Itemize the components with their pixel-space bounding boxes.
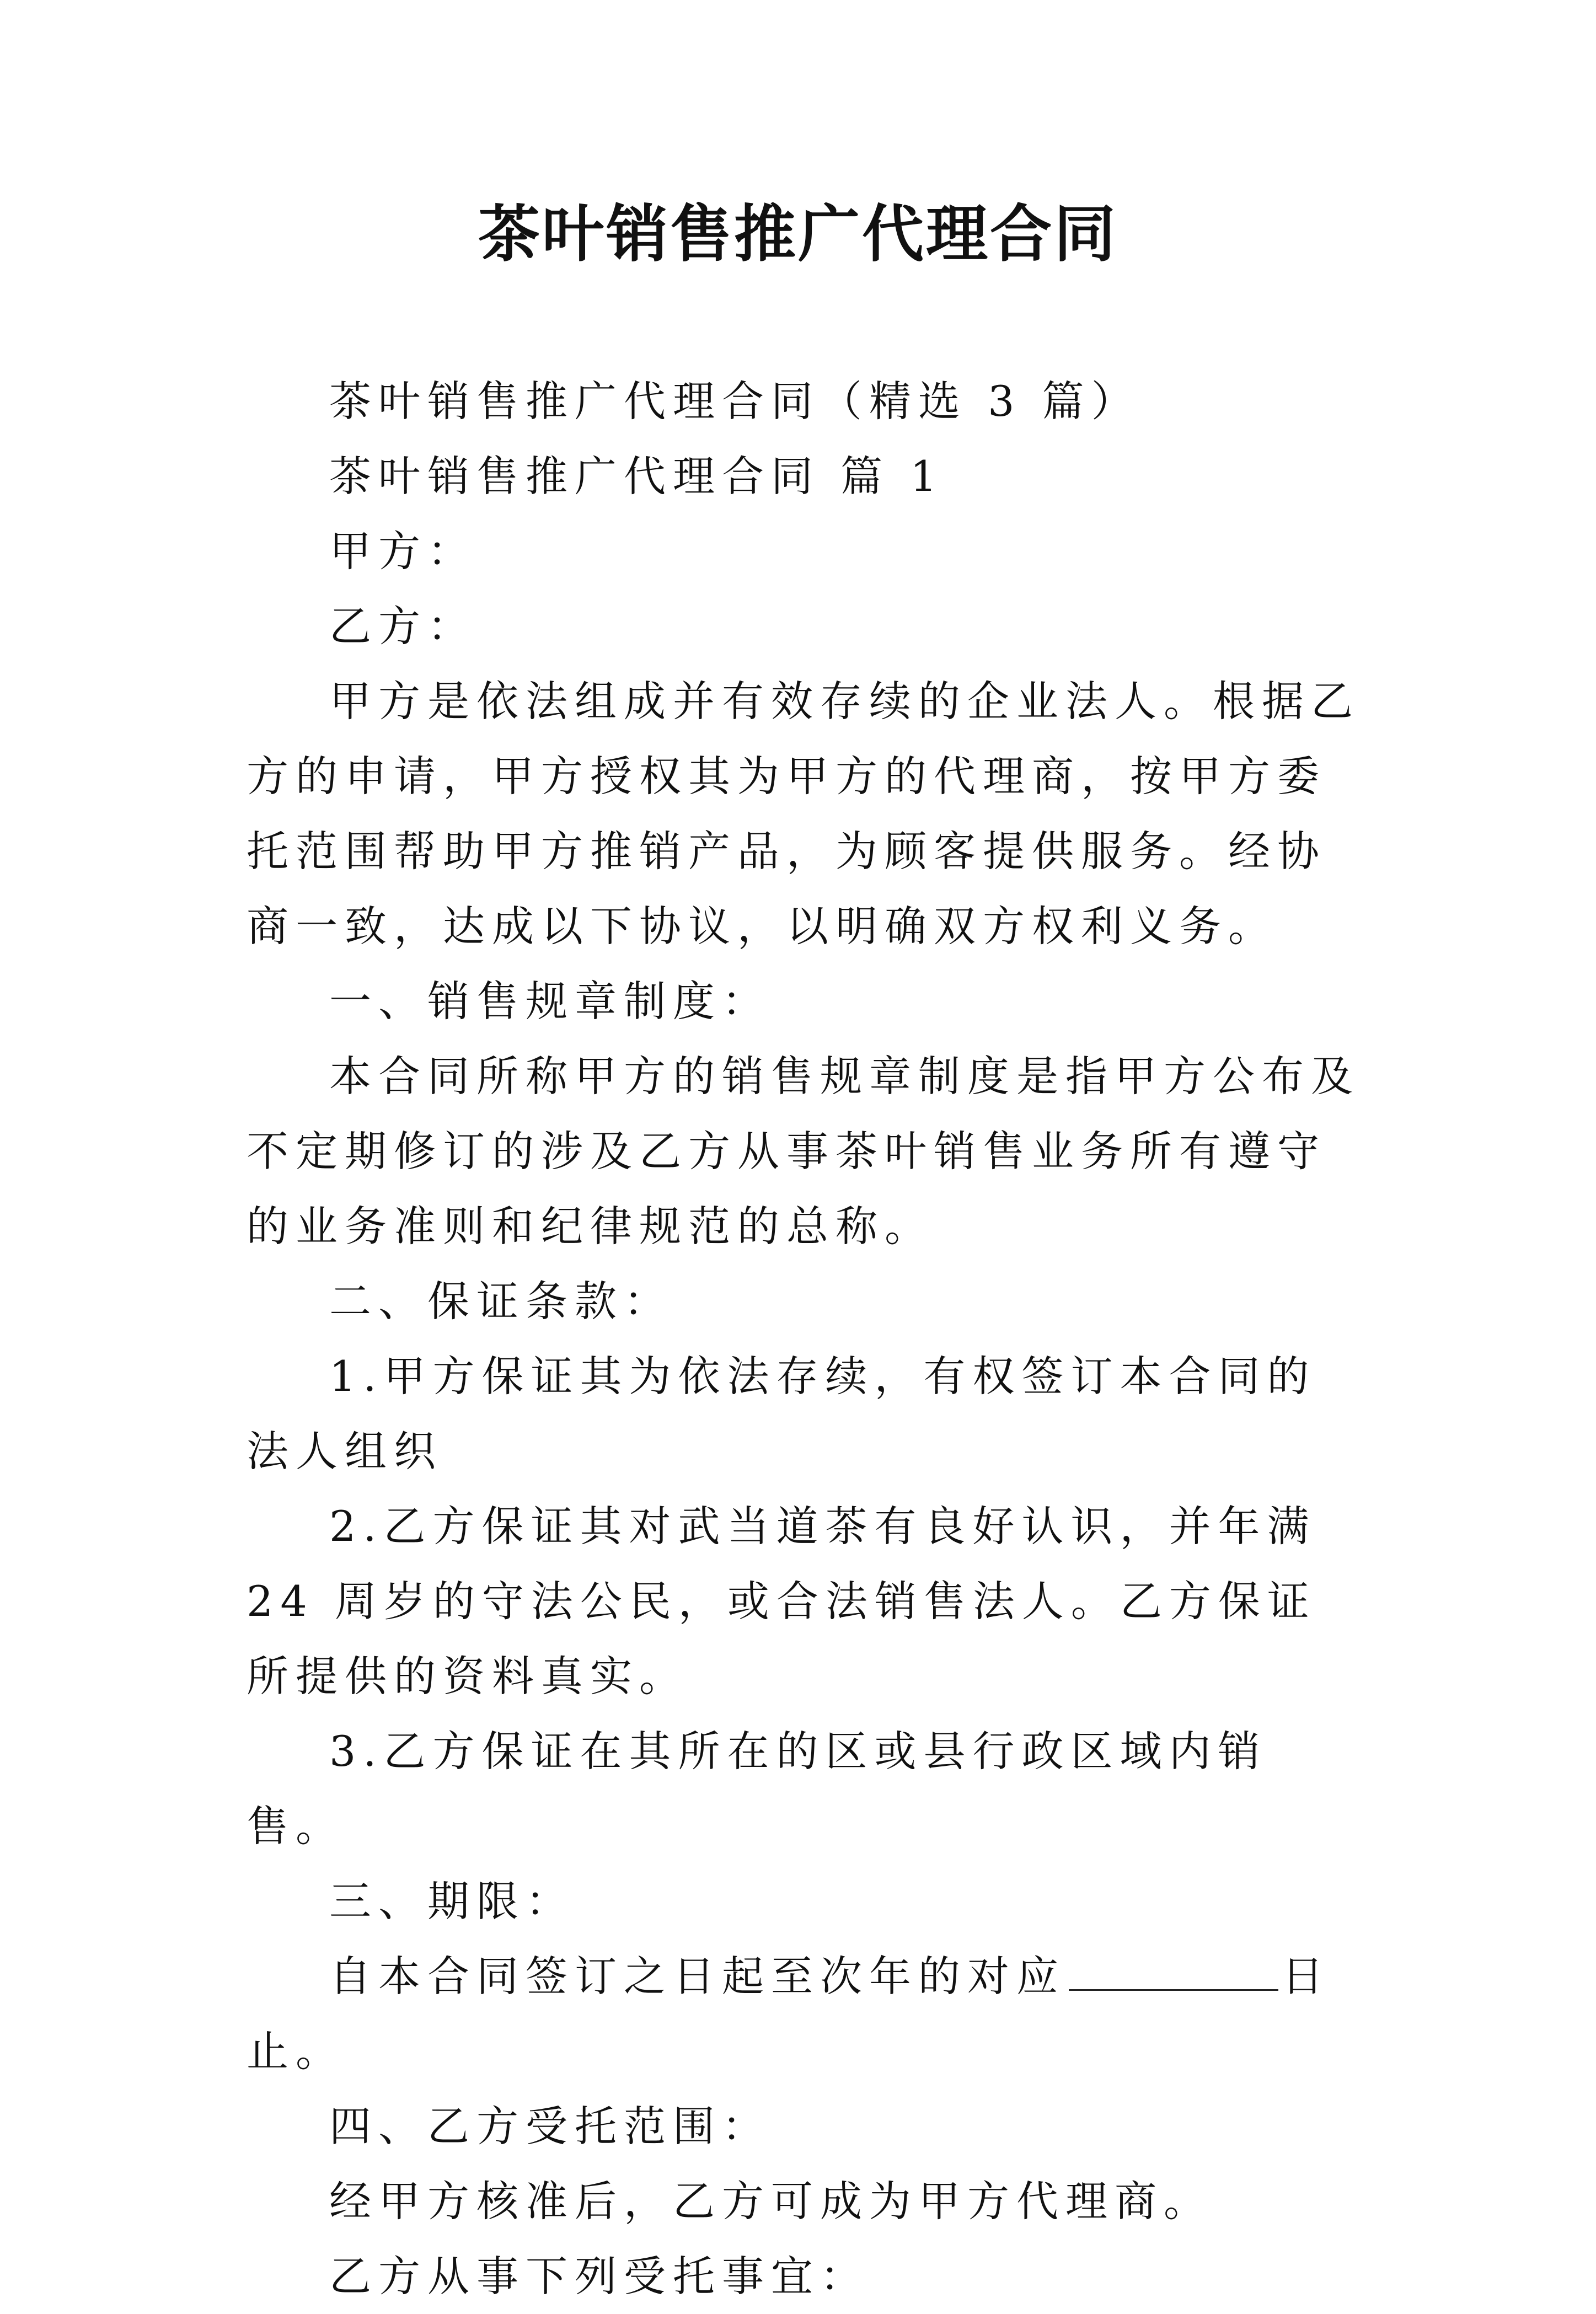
paragraph-section-heading: 茶叶销售推广代理合同 篇 1: [329, 452, 944, 501]
paragraph-party-a: 甲方：: [329, 527, 476, 576]
document-body: [247, 364, 1361, 2314]
document-title: 茶叶销售推广代理合同: [478, 199, 1118, 270]
paragraph-subtitle: 茶叶销售推广代理合同（精选 3 篇）: [329, 377, 1140, 426]
clause-2-item-1: 1.甲方保证其为依法存续，有权签订本合同的法人组织: [247, 1352, 1316, 1476]
clause-3-text-before: 自本合同签订之日起至次年的对应: [329, 1952, 1065, 2001]
clause-3-text-after: 日止。: [247, 1952, 1331, 2076]
clause-heading-3: 三、期限：: [329, 1877, 575, 1926]
clause-4-text-2: 乙方从事下列受托事宜：: [329, 2252, 869, 2301]
clause-heading-4: 四、乙方受托范围：: [329, 2102, 771, 2151]
fill-in-blank-line: [1069, 1951, 1278, 1991]
clause-3-text: [247, 1939, 1361, 2089]
paragraph-preamble: 甲方是依法组成并有效存续的企业法人。根据乙方的申请，甲方授权其为甲方的代理商，按甲方委托范围帮助甲方推销产品，为顾客提供服务。经协商一致，达成以下协议，以明确双方权利义务。: [247, 677, 1360, 951]
clause-heading-2: 二、保证条款：: [329, 1277, 673, 1326]
clause-1-text: 本合同所称甲方的销售规章制度是指甲方公布及不定期修订的涉及乙方从事茶叶销售业务所有遵守的业务准则和纪律规范的总称。: [247, 1052, 1360, 1251]
paragraph-party-b: 乙方：: [329, 602, 476, 651]
clause-2-item-3: 3.乙方保证在其所在的区或县行政区域内销售。: [247, 1727, 1267, 1851]
clause-heading-1: 一、销售规章制度：: [329, 977, 771, 1026]
clause-2-item-2: 2.乙方保证其对武当道茶有良好认识，并年满 24 周岁的守法公民，或合法销售法人。乙方保证所提供的资料真实。: [247, 1502, 1316, 1701]
clause-4-text-1: 经甲方核准后，乙方可成为甲方代理商。: [329, 2177, 1213, 2226]
